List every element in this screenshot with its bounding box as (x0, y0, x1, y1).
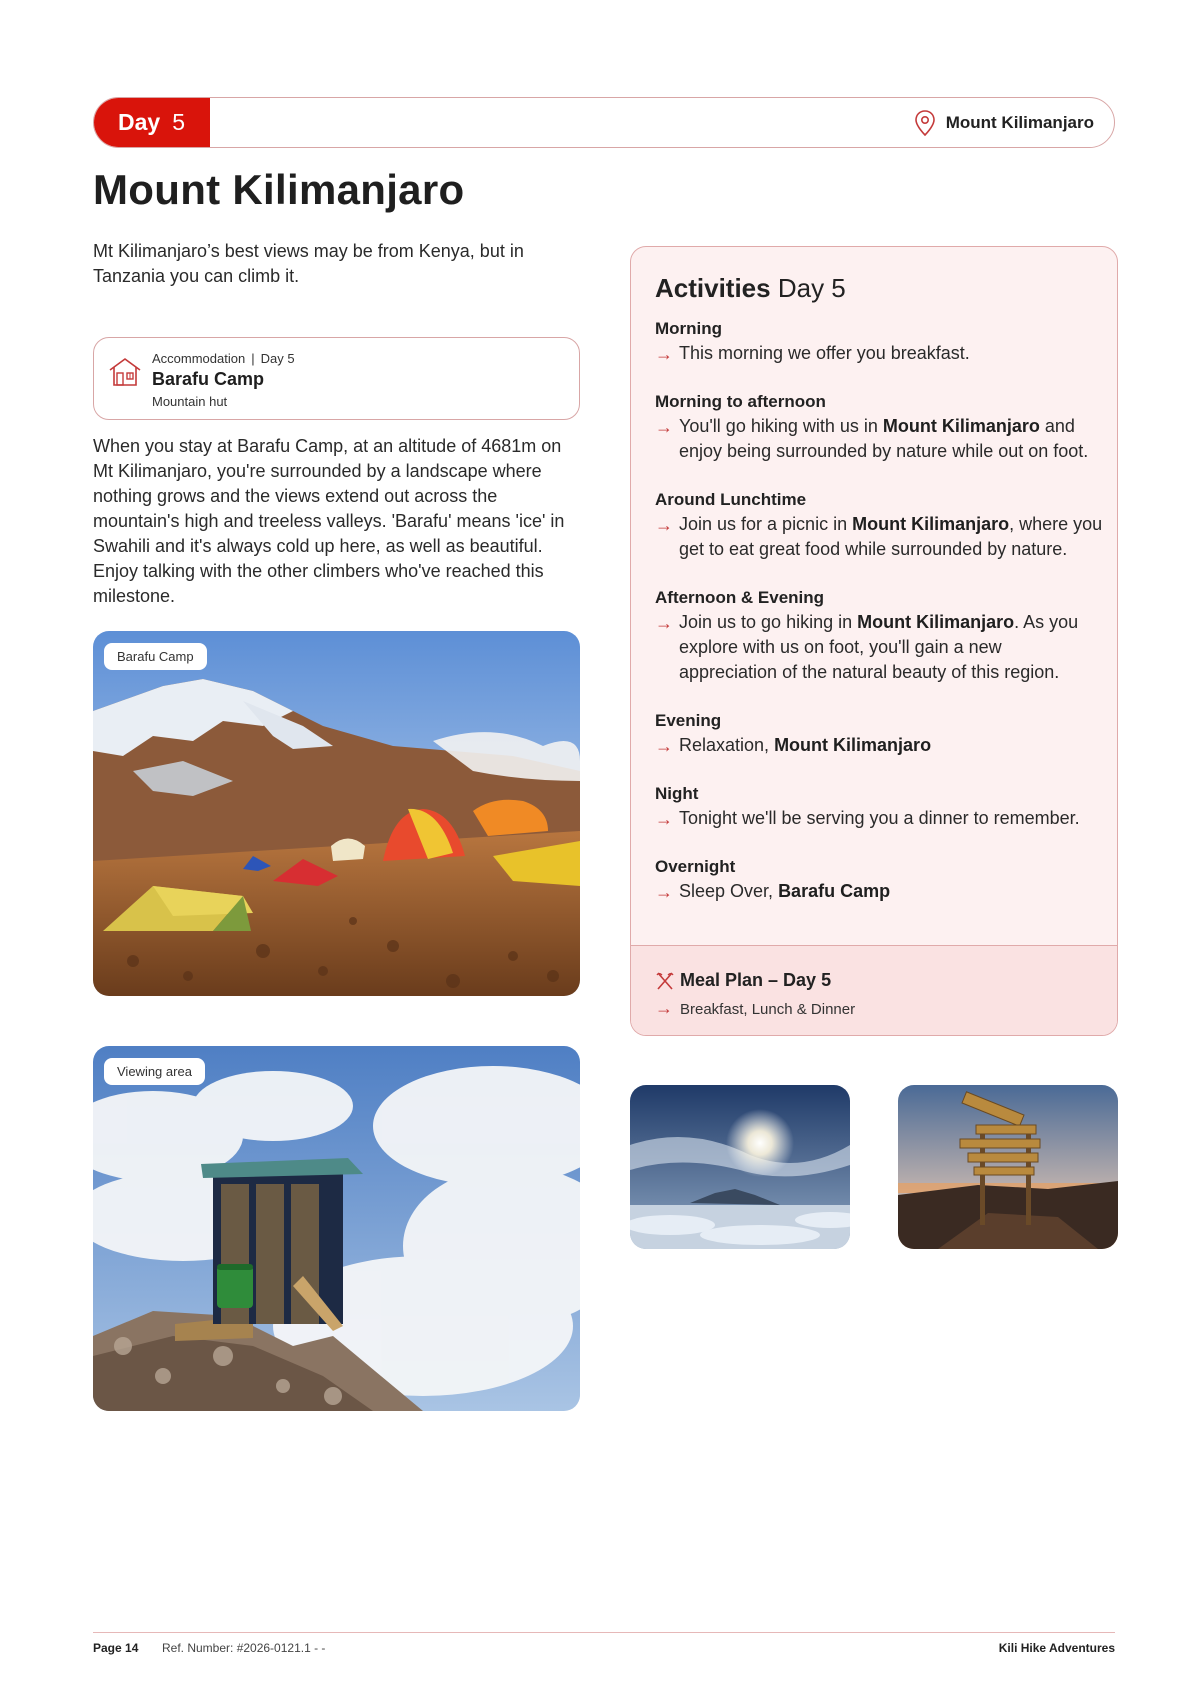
arrow-right-icon: → (655, 998, 673, 1018)
footer-divider (93, 1632, 1115, 1633)
arrow-right-icon: → (655, 515, 673, 535)
activity-item (655, 782, 1103, 831)
barafu-camp-photo (93, 631, 580, 996)
arrow-right-icon: → (655, 882, 673, 902)
activity-item (655, 855, 1103, 904)
activity-description (655, 733, 1103, 758)
footer-brand: Kili Hike Adventures (998, 1641, 1115, 1655)
activity-text: Sleep Over, (679, 881, 779, 901)
activity-item (655, 390, 1103, 464)
viewing-area-illustration (93, 1046, 580, 1411)
activity-time-label: Evening (655, 711, 722, 730)
activity-time-label: Morning to afternoon (655, 392, 826, 411)
arrow-right-icon: → (655, 613, 673, 633)
activity-description (655, 414, 1103, 464)
barafu-camp-illustration (93, 631, 580, 996)
day-label: Day (118, 109, 161, 135)
activity-place: Mount Kilimanjaro (852, 514, 1010, 534)
activity-description (655, 341, 1103, 366)
activity-item (655, 586, 1103, 685)
location-text: Mount Kilimanjaro (945, 112, 1094, 132)
accommodation-type: Mountain hut (152, 394, 228, 409)
activity-description (655, 512, 1103, 562)
activity-text: You'll go hiking with us in (679, 416, 883, 436)
activity-text: Join us for a picnic in (679, 514, 853, 534)
activity-place: Mount Kilimanjaro (774, 735, 932, 755)
activity-description (655, 806, 1103, 831)
accommodation-card[interactable] (93, 337, 580, 420)
day-header-bar (93, 97, 1115, 148)
activities-heading-day: Day 5 (777, 273, 846, 303)
map-pin-icon (914, 109, 936, 137)
day-location (914, 98, 1094, 147)
activities-heading (655, 273, 846, 304)
viewing-area-photo (93, 1046, 580, 1411)
activity-description (655, 879, 1103, 904)
arrow-right-icon: → (655, 344, 673, 364)
footer-reference: Ref. Number: #2026-0121.1 - - (162, 1641, 326, 1655)
footer-page-number: Page 14 (93, 1641, 139, 1655)
meta-separator: | (251, 351, 255, 366)
activity-time-label: Around Lunchtime (655, 490, 807, 509)
activity-text: and enjoy being surrounded by nature while out on foot. (679, 416, 1089, 461)
activity-description (655, 610, 1103, 685)
activity-place: Mount Kilimanjaro (882, 416, 1040, 436)
day-badge (94, 98, 210, 147)
activities-list (655, 317, 1103, 928)
sun-over-clouds-illustration (630, 1085, 850, 1249)
accommodation-name: Barafu Camp (152, 369, 265, 389)
meal-plan-title: Meal Plan – Day 5 (680, 970, 832, 990)
activity-item (655, 709, 1103, 758)
activity-text: This morning we offer you breakfast. (679, 343, 970, 363)
photo-caption-tag: Barafu Camp (104, 643, 207, 670)
activity-time-label: Afternoon & Evening (655, 588, 825, 607)
accommodation-label: Accommodation (152, 351, 246, 366)
meal-plan-text: Breakfast, Lunch & Dinner (680, 1001, 856, 1018)
activity-time-label: Night (655, 784, 699, 803)
activity-text: , where you get to eat great food while surrounded by nature. (679, 514, 1103, 559)
utensils-icon (655, 971, 675, 991)
photo-caption-tag: Viewing area (104, 1058, 205, 1085)
activities-panel (630, 246, 1118, 1036)
activity-item (655, 488, 1103, 562)
sun-over-clouds-photo (630, 1085, 850, 1249)
meal-plan-section (631, 945, 1117, 1035)
arrow-right-icon: → (655, 809, 673, 829)
summit-sign-illustration (898, 1085, 1118, 1249)
accommodation-description: When you stay at Barafu Camp, at an altitude of 4681m on Mt Kilimanjaro, you're surrounded by a landscape where nothing grows and the views extend out across the mountain's high and treeless valleys. 'Barafu' means 'ice' in Swahili and it's always cold up here, as well as beautiful. Enjoy talking with the other climbers who've reached this milestone. (93, 436, 565, 606)
activity-text: Relaxation, (679, 735, 775, 755)
activity-time-label: Morning (655, 319, 723, 338)
accommodation-meta (152, 351, 295, 366)
activity-text: . As you explore with us on foot, you'll gain a new appreciation of the natural beauty of this region. (679, 612, 1079, 682)
activities-heading-bold: Activities (655, 273, 771, 303)
page-title: Mount Kilimanjaro (93, 166, 465, 213)
accommodation-day: Day 5 (260, 351, 295, 366)
activity-place: Barafu Camp (778, 881, 891, 901)
arrow-right-icon: → (655, 736, 673, 756)
activity-item (655, 317, 1103, 366)
summit-sign-photo (898, 1085, 1118, 1249)
activity-time-label: Overnight (655, 857, 736, 876)
intro-text: Mt Kilimanjaro’s best views may be from Kenya, but in Tanzania you can climb it. (93, 241, 524, 286)
activity-text: Join us to go hiking in (679, 612, 858, 632)
day-number: 5 (172, 109, 185, 135)
activity-place: Mount Kilimanjaro (857, 612, 1015, 632)
house-icon (108, 356, 142, 388)
arrow-right-icon: → (655, 417, 673, 437)
activity-text: Tonight we'll be serving you a dinner to remember. (679, 808, 1080, 828)
